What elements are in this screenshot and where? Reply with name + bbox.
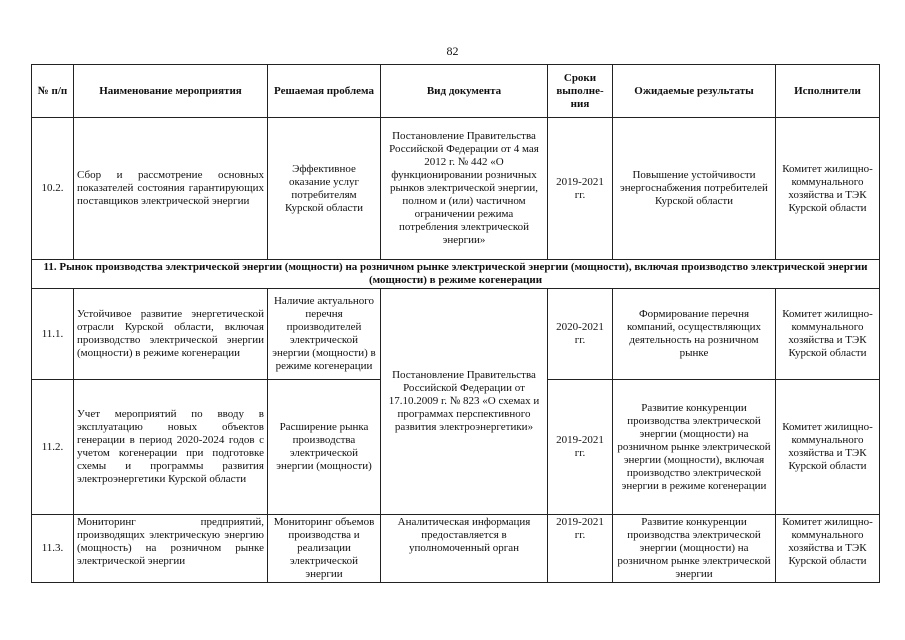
row-term: 2019-2021 гг.: [548, 515, 613, 583]
row-num: 11.3.: [32, 515, 74, 583]
row-document: Аналитическая информация предоставляется в уполномоченный орган: [381, 515, 548, 583]
row-name: Сбор и рассмотрение основных показателей состояния гарантирующих поставщиков электрической энергии: [74, 118, 268, 260]
row-problem: Эффективное оказание услуг потребителям Курской области: [268, 118, 381, 260]
row-result: Формирование перечня компаний, осуществляющих деятельность на розничном рынке: [613, 289, 776, 380]
row-result: Развитие конкуренции производства электрической энергии (мощности) на розничном рынке электрической энергии: [613, 515, 776, 583]
header-executor: Исполнители: [776, 65, 880, 118]
row-term: 2019-2021 гг.: [548, 380, 613, 515]
row-executor: Комитет жилищно-коммунального хозяйства и ТЭК Курской области: [776, 289, 880, 380]
row-problem: Мониторинг объемов производства и реализации электрической энергии: [268, 515, 381, 583]
row-executor: Комитет жилищно-коммунального хозяйства и ТЭК Курской области: [776, 515, 880, 583]
measures-table: [31, 64, 880, 583]
row-num: 11.2.: [32, 380, 74, 515]
row-result: Развитие конкуренции производства электрической энергии (мощности) на розничном рынке электрической энергии (мощности), включая производство электрической энергии в режиме когенерации: [613, 380, 776, 515]
table-row: [32, 289, 880, 380]
row-document-merged: Постановление Правительства Российской Федерации от 17.10.2009 г. № 823 «О схемах и программах перспективного развития электроэнергетики»: [381, 289, 548, 515]
header-document: Вид документа: [381, 65, 548, 118]
row-name: Учет мероприятий по вводу в эксплуатацию новых объектов генерации в период 2020-2024 годов с учетом когенерации при подготовке схемы и программы развития электроэнергетики Курской области: [74, 380, 268, 515]
section-title: 11. Рынок производства электрической энергии (мощности) на розничном рынке электрической энергии (мощности), включая производство электрической энергии (мощности) в режиме когенерации: [32, 260, 880, 289]
row-num: 10.2.: [32, 118, 74, 260]
header-term: Сроки выполне-ния: [548, 65, 613, 118]
row-num: 11.1.: [32, 289, 74, 380]
header-num: № п/п: [32, 65, 74, 118]
row-problem: Расширение рынка производства электрической энергии (мощности): [268, 380, 381, 515]
row-executor: Комитет жилищно-коммунального хозяйства и ТЭК Курской области: [776, 118, 880, 260]
row-name: Устойчивое развитие энергетической отрасли Курской области, включая производство электрической энергии (мощности) в режиме когенерации: [74, 289, 268, 380]
header-name: Наименование мероприятия: [74, 65, 268, 118]
header-problem: Решаемая проблема: [268, 65, 381, 118]
header-result: Ожидаемые результаты: [613, 65, 776, 118]
row-document: Постановление Правительства Российской Федерации от 4 мая 2012 г. № 442 «О функционировании розничных рынков электрической энергии, полном и (или) частичном ограничении режима потребления электрической энергии»: [381, 118, 548, 260]
header-row: [32, 65, 880, 118]
row-executor: Комитет жилищно-коммунального хозяйства и ТЭК Курской области: [776, 380, 880, 515]
table-row: [32, 515, 880, 583]
row-name: Мониторинг предприятий, производящих электрическую энергию (мощность) на розничном рынке электрической энергии: [74, 515, 268, 583]
row-result: Повышение устойчивости энергоснабжения потребителей Курской области: [613, 118, 776, 260]
row-problem: Наличие актуального перечня производителей электрической энергии (мощности) в режиме когенерации: [268, 289, 381, 380]
row-term: 2019-2021 гг.: [548, 118, 613, 260]
page-number: 82: [446, 44, 459, 58]
section-row: [32, 260, 880, 289]
row-term: 2020-2021 гг.: [548, 289, 613, 380]
table-row: [32, 118, 880, 260]
